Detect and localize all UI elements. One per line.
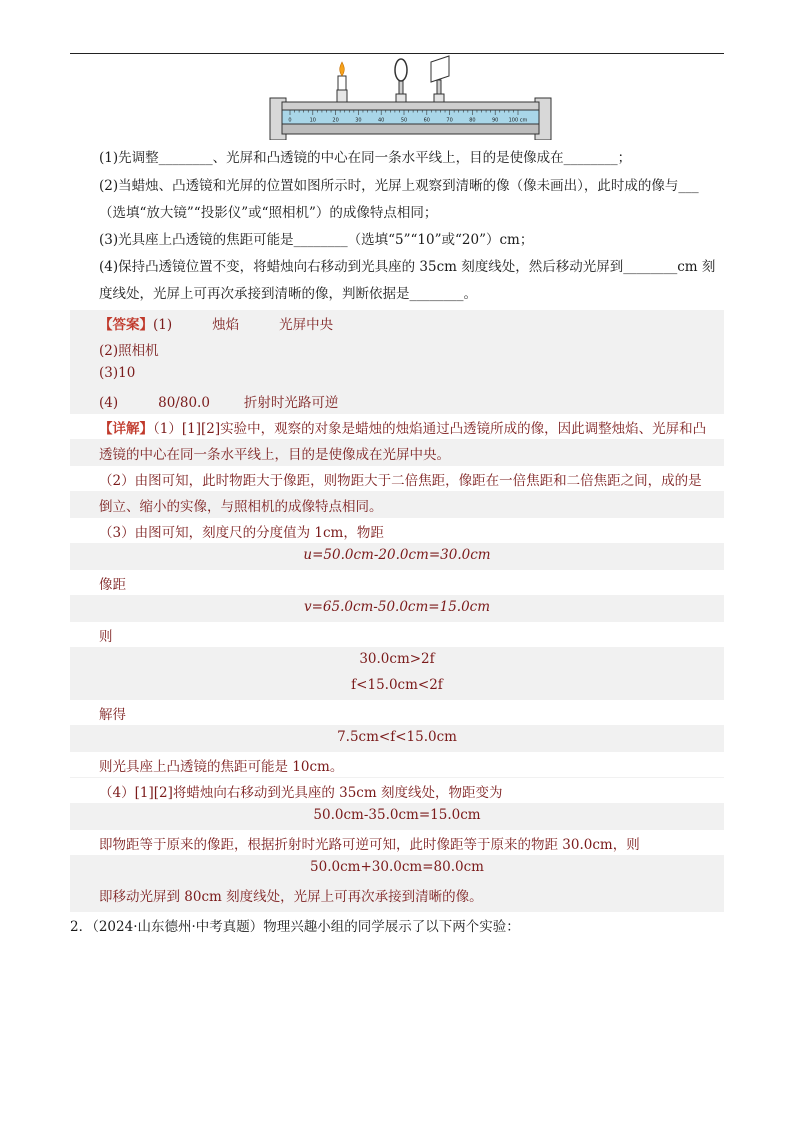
- detail-line-1: 【详解】（1）[1][2]实验中，观察的对象是蜡烛的烛焰通过凸透镜所成的像，因此调整烛焰、光屏和凸: [70, 414, 724, 439]
- detail-line-12: 即移动光屏到 80cm 刻度线处，光屏上可再次承接到清晰的像。: [99, 889, 483, 905]
- bench-scale: [282, 110, 539, 124]
- question-part-3: (3)光具座上凸透镜的焦距可能是________（选填“5”“10”或“20”）cm；: [99, 232, 534, 248]
- scale-tick-label: 50: [400, 117, 408, 124]
- next-question-heading: 2．（2024·山东德州·中考真题）物理兴趣小组的同学展示了以下两个实验：: [70, 919, 520, 935]
- answer-row-3: (3)10: [99, 365, 136, 381]
- detail-line-9: 则光具座上凸透镜的焦距可能是 10cm。: [70, 752, 724, 777]
- scale-tick-label: 30: [355, 117, 362, 124]
- solution-block: [70, 310, 724, 912]
- detail-line-6: 像距: [70, 570, 724, 595]
- detail-line-7: 则: [70, 622, 724, 647]
- detail-line-2: 透镜的中心在同一条水平线上，目的是使像成在光屏中央。: [99, 447, 450, 463]
- equation-new-object-distance: 50.0cm-35.0cm=15.0cm: [313, 807, 481, 823]
- question-part-4b: 度线处，光屏上可再次承接到清晰的像，判断依据是________。: [99, 286, 477, 302]
- lens-post: [399, 80, 403, 94]
- scale-tick-label: 100 cm: [508, 117, 528, 124]
- answer-row-2: (2)照相机: [99, 343, 159, 359]
- answer-row-1: 【答案】(1) 烛焰 光屏中央: [99, 317, 334, 333]
- candle: [338, 76, 346, 90]
- detail-tag: 【详解】: [99, 421, 153, 437]
- equation-screen-position: 50.0cm+30.0cm=80.0cm: [310, 859, 484, 875]
- scale-tick-label: 20: [332, 117, 339, 124]
- equation-inequality-1: 30.0cm>2f: [359, 651, 435, 667]
- optical-bench-figure: [268, 54, 553, 140]
- screen-post: [437, 80, 441, 94]
- detail-line-11: 即物距等于原来的像距，根据折射时光路可逆可知，此时像距等于原来的物距 30.0cm，则: [70, 830, 724, 855]
- scale-tick-label: 70: [446, 117, 453, 124]
- question-part-2a: (2)当蜡烛、凸透镜和光屏的位置如图所示时，光屏上观察到清晰的像（像未画出），此时成的像与___: [99, 178, 699, 194]
- candle-flame-icon: [340, 62, 345, 76]
- answer-row-4: (4) 80/80.0 折射时光路可逆: [99, 395, 339, 411]
- candle-holder: [337, 90, 347, 102]
- scale-tick-label: 90: [492, 117, 499, 124]
- scale-tick-label: 0: [288, 117, 292, 124]
- detail-line-3: （2）由图可知，此时物距大于像距，则物距大于二倍焦距，像距在一倍焦距和二倍焦距之间，成的是: [70, 466, 724, 491]
- convex-lens-icon: [395, 59, 407, 81]
- scale-tick-label: 10: [309, 117, 316, 124]
- question-part-1: (1)先调整________、光屏和凸透镜的中心在同一条水平线上，目的是使像成在________；: [99, 150, 632, 166]
- detail-line-8: 解得: [70, 700, 724, 725]
- equation-object-distance: u=50.0cm-20.0cm=30.0cm: [303, 547, 491, 563]
- detail-line-4: 倒立、缩小的实像，与照相机的成像特点相同。: [99, 499, 383, 515]
- equation-focal-range: 7.5cm<f<15.0cm: [337, 729, 457, 745]
- light-screen-icon: [431, 56, 449, 82]
- bench-base: [282, 124, 539, 134]
- detail-line-5: （3）由图可知，刻度尺的分度值为 1cm，物距: [70, 518, 724, 543]
- question-part-4a: (4)保持凸透镜位置不变，将蜡烛向右移动到光具座的 35cm 刻度线处，然后移动光屏到________cm 刻: [99, 259, 716, 275]
- detail-line-10: （4）[1][2]将蜡烛向右移动到光具座的 35cm 刻度线处，物距变为: [70, 778, 724, 803]
- scale-tick-label: 80: [469, 117, 476, 124]
- question-part-2b: （选填“放大镜”“投影仪”或“照相机”）的成像特点相同；: [99, 205, 438, 221]
- lens-holder: [396, 94, 406, 102]
- bench-rail: [282, 102, 539, 110]
- equation-image-distance: v=65.0cm-50.0cm=15.0cm: [303, 599, 491, 615]
- scale-tick-label: 60: [423, 117, 430, 124]
- scale-tick-label: 40: [378, 117, 385, 124]
- answer-tag: 【答案】: [99, 317, 153, 333]
- equation-inequality-2: f<15.0cm<2f: [351, 677, 443, 693]
- screen-holder: [434, 94, 444, 102]
